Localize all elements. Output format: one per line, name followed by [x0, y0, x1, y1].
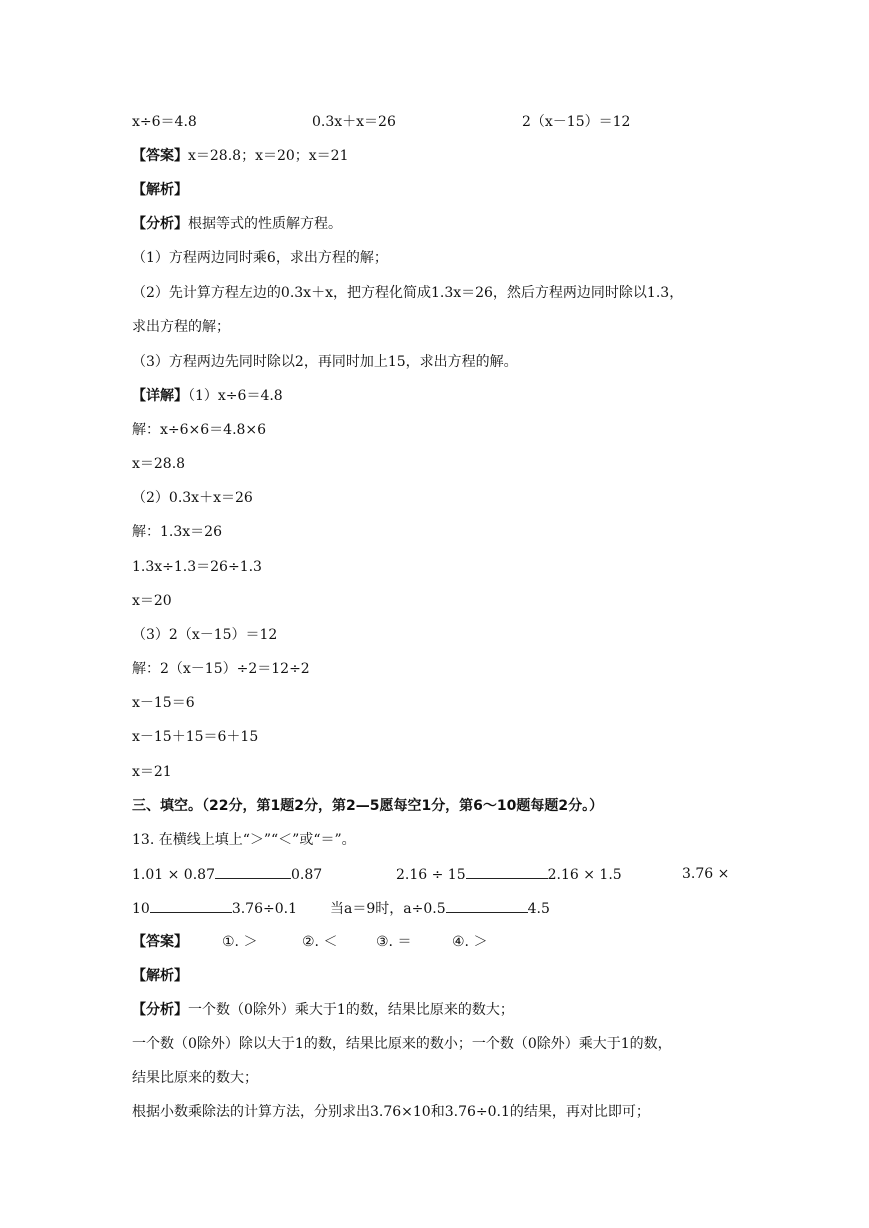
- solution-line: x＝21: [132, 764, 172, 780]
- solution-line: （3）2（x－15）＝12: [132, 627, 278, 643]
- answer-tag: 【答案】: [132, 934, 188, 950]
- answer-blank[interactable]: [446, 898, 528, 913]
- fenxi-tag: 【分析】: [132, 1002, 188, 1018]
- step-1: （1）方程两边同时乘6，求出方程的解；: [132, 250, 388, 266]
- paragraph-1: 一个数（0除外）除以大于1的数，结果比原来的数小；一个数（0除外）乘大于1的数，: [132, 1036, 672, 1052]
- fenxi-line-2: [132, 1000, 514, 1020]
- answer-option: ④. ＞: [452, 934, 488, 950]
- detail-tag: 【详解】: [132, 388, 188, 404]
- q13-item-b: [396, 864, 622, 885]
- solution-line: 解：x÷6×6＝4.8×6: [132, 422, 267, 438]
- q13-item-d: [330, 898, 550, 919]
- fenxi-text: 一个数（0除外）乘大于1的数，结果比原来的数大；: [188, 1002, 514, 1018]
- q13-item-a: [132, 864, 322, 885]
- q13-c-left2: 10: [132, 901, 150, 917]
- solution-line: 解：2（x－15）÷2＝12÷2: [132, 661, 310, 677]
- solution-line: （2）0.3x＋x＝26: [132, 490, 253, 506]
- answer-tag: 【答案】: [132, 148, 188, 164]
- answer-line: [132, 146, 349, 166]
- detail-line: [132, 386, 283, 406]
- answer-blank[interactable]: [466, 864, 548, 879]
- answer-blank[interactable]: [215, 864, 291, 879]
- q13-d-right: 4.5: [527, 901, 550, 917]
- analysis-heading-2: 【解析】: [132, 968, 188, 984]
- q13-c-right: 3.76÷0.1: [231, 901, 297, 917]
- answer-option: ③. ＝: [376, 934, 412, 950]
- step-2b: 求出方程的解；: [132, 319, 230, 335]
- answer-text: x＝28.8；x＝20；x＝21: [188, 148, 349, 164]
- fenxi-tag: 【分析】: [132, 216, 188, 232]
- q13-item-c-start: 3.76 ×: [682, 866, 730, 882]
- equation-1: x÷6＝4.8: [132, 114, 197, 130]
- equation-2: 0.3x＋x＝26: [312, 114, 396, 130]
- analysis-heading: 【解析】: [132, 182, 188, 198]
- q13-d-left: 当a＝9时，a÷0.5: [330, 901, 446, 917]
- fenxi-text: 根据等式的性质解方程。: [188, 216, 342, 232]
- paragraph-2: 结果比原来的数大；: [132, 1070, 258, 1086]
- q13-item-c: [132, 898, 297, 919]
- solution-line: x－15＋15＝6＋15: [132, 729, 259, 745]
- solution-line: x＝28.8: [132, 456, 186, 472]
- equation-3: 2（x－15）＝12: [522, 114, 631, 130]
- solution-line: 1.3x÷1.3＝26÷1.3: [132, 559, 262, 575]
- q13-b-right: 2.16 × 1.5: [547, 867, 622, 883]
- solution-line: x－15＝6: [132, 695, 195, 711]
- paragraph-3: 根据小数乘除法的计算方法，分别求出3.76×10和3.76÷0.1的结果，再对比即可；: [132, 1104, 650, 1120]
- answer-option: ①. ＞: [222, 934, 258, 950]
- answer-2-tag: [132, 932, 188, 952]
- question-13: 13. 在横线上填上“＞”“＜”或“＝”。: [132, 832, 356, 848]
- q13-a-left: 1.01 × 0.87: [132, 867, 215, 883]
- fenxi-line: [132, 214, 342, 234]
- answer-option: ②. ＜: [302, 934, 338, 950]
- section-3-heading: 三、填空。（22分，第1题2分，第2—5愿每空1分，第6～10题每题2分。）: [132, 798, 604, 814]
- answer-blank[interactable]: [150, 898, 232, 913]
- q13-b-left: 2.16 ÷ 15: [396, 867, 466, 883]
- step-2a: （2）先计算方程左边的0.3x＋x，把方程化简成1.3x＝26，然后方程两边同时除以1.3，: [132, 285, 684, 301]
- q13-a-right: 0.87: [290, 867, 323, 883]
- detail-text: （1）x÷6＝4.8: [188, 388, 283, 404]
- step-3: （3）方程两边先同时除以2，再同时加上15，求出方程的解。: [132, 354, 518, 370]
- solution-line: 解：1.3x＝26: [132, 524, 222, 540]
- solution-line: x＝20: [132, 593, 172, 609]
